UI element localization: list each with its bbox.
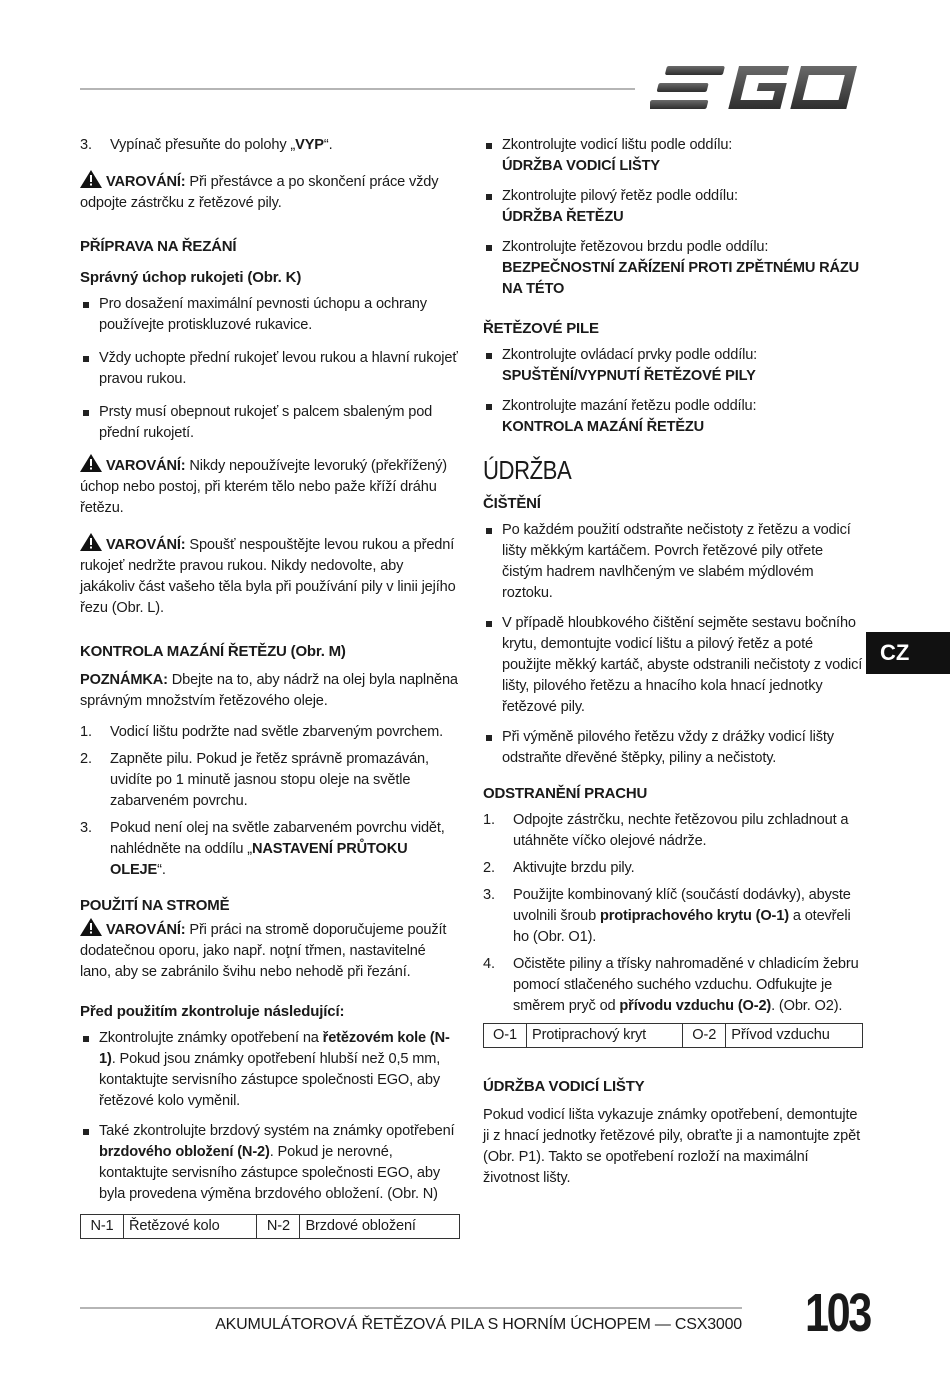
table-cell: O-2 xyxy=(683,1024,726,1048)
before-use-list xyxy=(80,1028,460,1205)
list-item: Vždy uchopte přední rukojeť levou rukou a hlavní rukojeť pravou rukou. xyxy=(80,348,460,390)
list-item: 2. Aktivujte brzdu pily. xyxy=(483,860,635,876)
subheading-before-use: Před použitím zkontroluje následující: xyxy=(80,1003,345,1020)
list-item: 2. Zapněte pilu. Pokud je řetěz správně promazáván, uvidíte po 1 minutě jasnou stopu oleje na světle zabarveném povrchu. xyxy=(80,751,429,809)
lubrication-steps xyxy=(80,722,460,881)
page-number: 103 xyxy=(805,1283,870,1343)
saws-list xyxy=(483,345,863,438)
left-column xyxy=(80,135,460,1239)
checks-list xyxy=(483,135,863,300)
section-heading-maintenance: ÚDRŽBA xyxy=(483,455,572,485)
list-item: Při výměně pilového řetězu vždy z drážky vodicí lišty odstraňte dřevěné štěpky, piliny a nečistoty. xyxy=(483,727,863,769)
section-heading-tree: POUŽITÍ NA STROMĚ xyxy=(80,897,230,914)
list-item: 3. Použijte kombinovaný klíč (součástí dodávky), abyste uvolnili šroub protiprachového krytu (O-1) a otevřeli ho (Obr. O1). xyxy=(483,887,851,945)
note: POZNÁMKA: Dbejte na to, aby nádrž na olej byla naplněna správným množstvím řetězového oleje. xyxy=(80,672,458,709)
list-item: Zkontrolujte známky opotřebení na řetězovém kole (N-1). Pokud jsou známky opotřebení hlubší než 0,5 mm, kontaktujte servisního zástupce společnosti EGO, aby řetězové kolo vyměnil. xyxy=(80,1028,460,1112)
list-item: Zkontrolujte vodicí lištu podle oddílu: ÚDRŽBA VODICÍ LIŠTY xyxy=(483,135,863,177)
section-heading-lubrication: KONTROLA MAZÁNÍ ŘETĚZU (Obr. M) xyxy=(80,643,346,660)
section-heading-guide-bar: ÚDRŽBA VODICÍ LIŠTY xyxy=(483,1078,645,1095)
warning-icon xyxy=(80,533,102,551)
table-row xyxy=(81,1215,460,1239)
reference-table-n xyxy=(80,1214,460,1239)
footer-title: AKUMULÁTOROVÁ ŘETĚZOVÁ PILA S HORNÍM ÚCHOPEM — CSX3000 xyxy=(215,1316,742,1333)
warning-icon xyxy=(80,918,102,936)
list-item: Také zkontrolujte brzdový systém na známky opotřebení brzdového obložení (N-2). Pokud je nerovné, kontaktujte servisního zástupce společnosti EGO, aby byla provedena výměna brzdového obložení. (Obr. N) xyxy=(80,1121,460,1205)
warning-4: VAROVÁNÍ: Při práci na stromě doporučujeme použít dodatečnou oporu, jako např. noţní třmen, nastavitelné lano, aby se zabránilo švihu nebo nehodě při řezání. xyxy=(80,918,460,983)
section-heading-cleaning: ČIŠTĚNÍ xyxy=(483,495,541,512)
list-item: 3. Pokud není olej na světle zabarveném povrchu vidět, nahlédněte na oddílu „NASTAVENÍ PRŮTOKU OLEJE“. xyxy=(80,820,445,878)
list-item: Zkontrolujte ovládací prvky podle oddílu: SPUŠTĚNÍ/VYPNUTÍ ŘETĚZOVÉ PILY xyxy=(483,345,863,387)
list-item: Zkontrolujte pilový řetěz podle oddílu: ÚDRŽBA ŘETĚZU xyxy=(483,186,863,228)
list-item: V případě hloubkového čištění sejměte sestavu bočního krytu, demontujte vodicí lištu a pilový řetěz a poté použijte měkký kartáč, abyste odstranili nečistoty z vodicí lišty, pilového řetězu a hnacího kola hnací jednotky řetězové pily. xyxy=(483,613,863,718)
ego-logo-graphic xyxy=(650,62,862,114)
warning-2: VAROVÁNÍ: Nikdy nepoužívejte levoruký (překřížený) úchop nebo postoj, při kterém tělo nebo paže kříží dráhu řetězu. xyxy=(80,454,460,519)
list-item: Zkontrolujte mazání řetězu podle oddílu: KONTROLA MAZÁNÍ ŘETĚZU xyxy=(483,396,863,438)
section-heading-dust: ODSTRANĚNÍ PRACHU xyxy=(483,785,648,802)
list-item: Zkontrolujte řetězovou brzdu podle oddílu: BEZPEČNOSTNÍ ZAŘÍZENÍ PROTI ZPĚTNÉMU RÁZU NA TÉTO xyxy=(483,237,863,300)
footer-rule xyxy=(80,1307,742,1309)
guide-bar-text: Pokud vodicí lišta vykazuje známky opotřebení, demontujte ji z hnací jednotky řetězové pily, obraťte ji a namontujte zpět (Obr. P1). Takto se opotřebení rozloží na maximální životnost lišty. xyxy=(483,1107,861,1186)
list-item: Pro dosažení maximální pevnosti úchopu a ochrany používejte protiskluzové rukavice. xyxy=(80,294,460,336)
table-cell: Brzdové obložení xyxy=(300,1215,460,1239)
cleaning-list xyxy=(483,520,863,769)
table-cell: Přívod vzduchu xyxy=(726,1024,863,1048)
list-item: Po každém použití odstraňte nečistoty z řetězu a vodicí lišty měkkým kartáčem. Povrch řetězové pily otřete čistým hadrem navlhčeným ve slabém mýdlovém roztoku. xyxy=(483,520,863,604)
list-item: 3. Vypínač přesuňte do polohy „VYP“. xyxy=(80,137,333,153)
warning-icon xyxy=(80,454,102,472)
table-cell: N-1 xyxy=(81,1215,124,1239)
list-item: Prsty musí obepnout rukojeť s palcem sbaleným pod přední rukojetí. xyxy=(80,402,460,444)
right-column xyxy=(483,135,863,1189)
section-heading-preparation: PŘÍPRAVA NA ŘEZÁNÍ xyxy=(80,238,237,255)
ego-logo xyxy=(650,62,862,114)
list-item: 1. Odpojte zástrčku, nechte řetězovou pilu zchladnout a utáhněte víčko olejové nádrže. xyxy=(483,812,849,849)
table-cell: Protiprachový kryt xyxy=(527,1024,683,1048)
switch-step xyxy=(80,135,460,156)
table-cell: O-1 xyxy=(484,1024,527,1048)
warning-1: VAROVÁNÍ: Při přestávce a po skončení práce vždy odpojte zástrčku z řetězové pily. xyxy=(80,170,460,214)
list-item: 4. Očistěte piliny a třísky nahromaděné v chladicím žebru pomocí stlačeného suchého vzduchu. Odfukujte je směrem pryč od přívodu vzduchu (O-2). (Obr. O2). xyxy=(483,956,859,1014)
header-rule xyxy=(80,88,635,90)
table-cell: Řetězové kolo xyxy=(124,1215,257,1239)
table-row xyxy=(484,1024,863,1048)
list-item: 1. Vodicí lištu podržte nad světle zbarveným povrchem. xyxy=(80,724,444,740)
subheading-grip: Správný úchop rukojeti (Obr. K) xyxy=(80,269,302,286)
table-cell: N-2 xyxy=(257,1215,300,1239)
language-tab: CZ xyxy=(866,632,950,674)
grip-list xyxy=(80,294,460,444)
section-heading-saws: ŘETĚZOVÉ PILE xyxy=(483,320,599,337)
warning-icon xyxy=(80,170,102,188)
warning-3: VAROVÁNÍ: Spoušť nespouštějte levou rukou a přední rukojeť nedržte pravou rukou. Nikdy nedovolte, aby jakákoliv část vašeho těla byla při používání pily v linii jejího řezu (Obr. L). xyxy=(80,533,460,619)
reference-table-o xyxy=(483,1023,863,1048)
dust-steps xyxy=(483,810,863,1017)
